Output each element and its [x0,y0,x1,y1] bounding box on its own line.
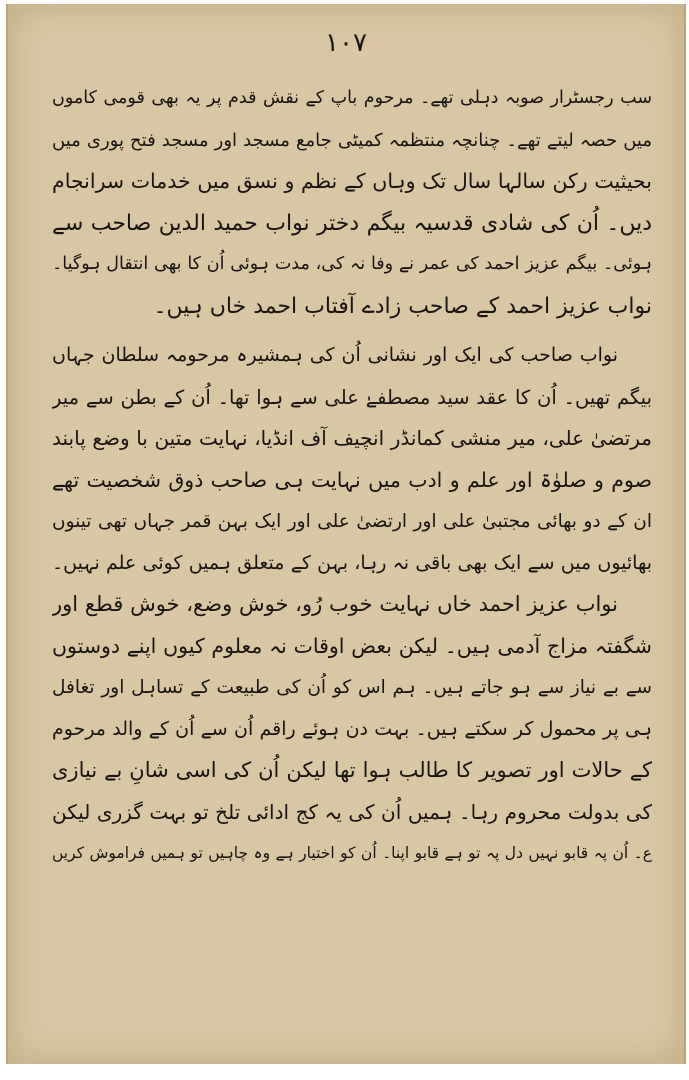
verse-line: ع۔ اُن پہ قابو نہیں دل پہ تو ہے قابو اپنا۔ اُن کو اختیار ہے وہ چاہیں تو ہمیں فراموش کریں [52,844,652,862]
text-line: سب رجسٹرار صوبہ دہلی تھے۔ مرحوم باپ کے نقش قدم پر یہ بھی قومی کاموں [52,88,652,108]
text-line: شگفتہ مزاج آدمی ہیں۔ لیکن بعض اوقات نہ معلوم کیوں اپنے دوستوں [52,633,652,658]
text-line: بھائیوں میں سے ایک بھی باقی نہ رہا، بہن کے متعلق ہمیں کوئی علم نہیں۔ [52,551,652,574]
page-number: ۱۰۷ [325,28,367,58]
text-line: کے حالات اور تصویر کا طالب ہوا تھا لیکن اُن کی اسی شانِ بے نیازی [52,758,652,782]
paragraph-first-line: نواب عزیز احمد خاں نہایت خوب رُو، خوش وضع، خوش قطع اور [52,592,618,616]
urdu-text-body [52,78,652,875]
text-line: بحیثیت رکن سالہا سال تک وہاں کے نظم و نسق میں خدمات سرانجام [52,169,652,193]
text-line: ہوئی۔ بیگم عزیز احمد کی عمر نے وفا نہ کی، مدت ہوئی اُن کا بھی انتقال ہوگیا۔ [52,254,652,274]
text-line: بیگم تھیں۔ اُن کا عقد سید مصطفےٰ علی سے ہوا تھا۔ اُن کے بطن سے میر [52,385,652,409]
text-line: میں حصہ لیتے تھے۔ چنانچہ منتظمہ کمیٹی جامع مسجد اور مسجد فتح پوری میں [52,129,652,151]
text-line: کی بدولت محروم رہا۔ ہمیں اُن کی یہ کج ادائی تلخ تو بہت گزری لیکن [52,799,652,824]
book-page [6,4,686,1064]
text-line: نواب عزیز احمد کے صاحب زادے آفتاب احمد خاں ہیں۔ [153,293,652,319]
text-line: ہی پر محمول کر سکتے ہیں۔ بہت دن ہوئے راقم اُن سے اُن کے والد مرحوم [52,717,652,740]
text-line: دیں۔ اُن کی شادی قدسیہ بیگم دختر نواب حمید الدین صاحب سے [52,210,652,236]
text-line: سے بے نیاز سے ہو جاتے ہیں۔ ہم اس کو اُن کی طبیعت کے تساہل اور تغافل [52,677,652,698]
paragraph-first-line: نواب صاحب کی ایک اور نشانی اُن کی ہمشیرہ مرحومہ سلطان جہاں [52,344,618,366]
text-line: صوم و صلوٰۃ اور علم و ادب میں نہایت ہی صاحب ذوق شخصیت تھے [52,467,652,492]
text-line: ان کے دو بھائی مجتبیٰ علی اور ارتضیٰ علی اور ایک بہن قمر جہاں تھی تینوں [52,511,652,532]
text-line: مرتضیٰ علی، میر منشی کمانڈر انچیف آف انڈیا، نہایت متین با وضع پابند [52,426,652,450]
